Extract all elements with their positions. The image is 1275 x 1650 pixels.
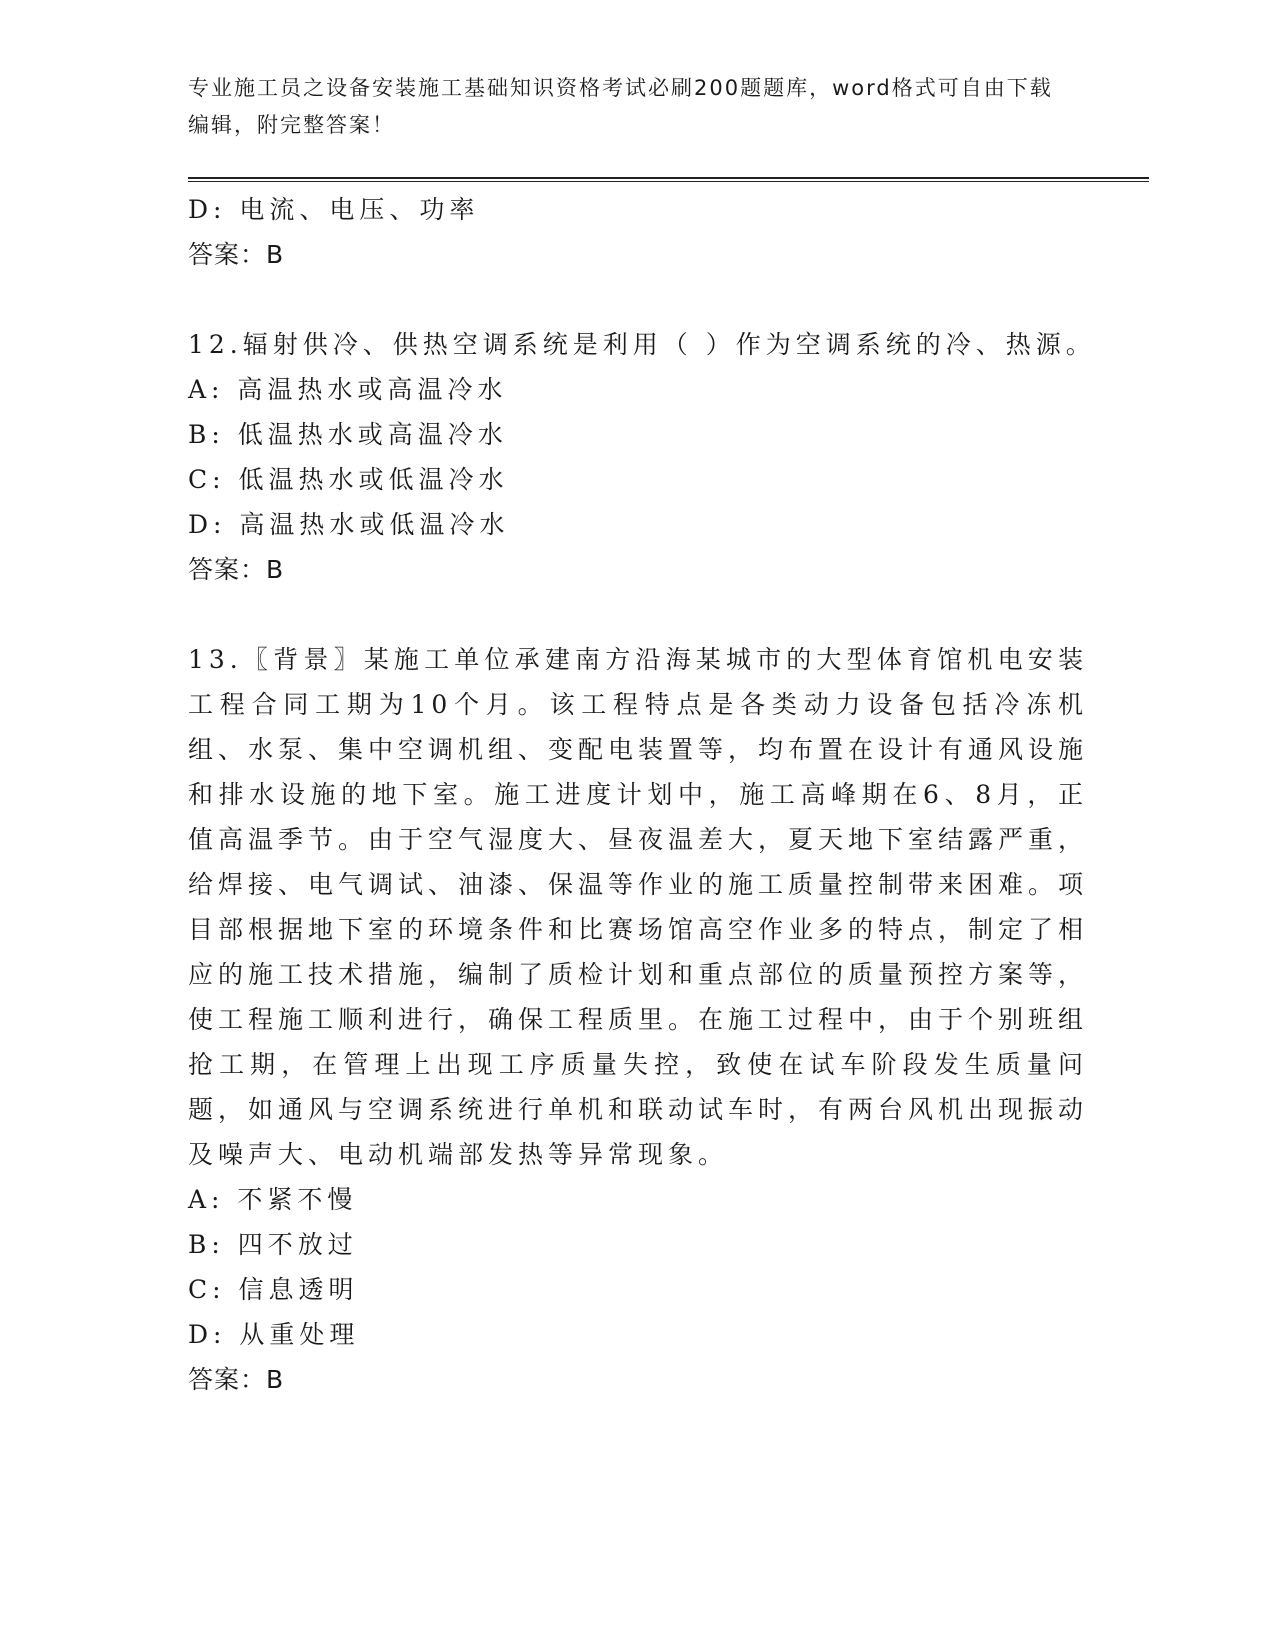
q12-answer: 答案：B xyxy=(188,555,285,584)
q12-option-c: C: 低温热水或低温冷水 xyxy=(188,465,509,494)
page-header xyxy=(188,70,1068,144)
q12-option-a: A: 高温热水或高温冷水 xyxy=(188,375,508,404)
header-divider xyxy=(188,177,1149,182)
q13-option-d: D: 从重处理 xyxy=(188,1320,360,1349)
question-11 xyxy=(188,187,1088,277)
spacer xyxy=(188,277,1088,322)
q13-option-a: A: 不紧不慢 xyxy=(188,1185,358,1214)
spacer xyxy=(188,592,1088,637)
document-body xyxy=(188,187,1096,1402)
question-12 xyxy=(188,322,1096,592)
q11-option-d: D: 电流、电压、功率 xyxy=(188,195,480,224)
header-title: 专业施工员之设备安装施工基础知识资格考试必刷200题题库，word格式可自由下载编辑，附完整答案！ xyxy=(188,76,1053,137)
q12-stem: 12.辐射供冷、供热空调系统是利用（ ）作为空调系统的冷、热源。 xyxy=(188,330,1096,359)
q13-stem: 13.〖背景〗某施工单位承建南方沿海某城市的大型体育馆机电安装工程合同工期为10个月。该工程特点是各类动力设备包括冷冻机组、水泵、集中空调机组、变配电装置等，均布置在设计有通风设施和排水设施的地下室。施工进度计划中，施工高峰期在6、8月，正值高温季节。由于空气湿度大、昼夜温差大，夏天地下室结露严重，给焊接、电气调试、油漆、保温等作业的施工质量控制带来困难。项目部根据地下室的环境条件和比赛场馆高空作业多的特点，制定了相应的施工技术措施，编制了质检计划和重点部位的质量预控方案等，使工程施工顺利进行，确保工程质里。在施工过程中，由于个别班组抢工期，在管理上出现工序质量失控，致使在试车阶段发生质量问题，如通风与空调系统进行单机和联动试车时，有两台风机出现振动及噪声大、电动机端部发热等异常现象。 xyxy=(188,645,1089,1169)
q12-option-d: D: 高温热水或低温冷水 xyxy=(188,510,510,539)
q11-answer: 答案：B xyxy=(188,240,285,269)
q13-answer: 答案：B xyxy=(188,1365,285,1394)
q12-option-b: B: 低温热水或高温冷水 xyxy=(188,420,508,449)
q13-option-b: B: 四不放过 xyxy=(188,1230,358,1259)
question-13 xyxy=(188,637,1088,1402)
q13-option-c: C: 信息透明 xyxy=(188,1275,359,1304)
